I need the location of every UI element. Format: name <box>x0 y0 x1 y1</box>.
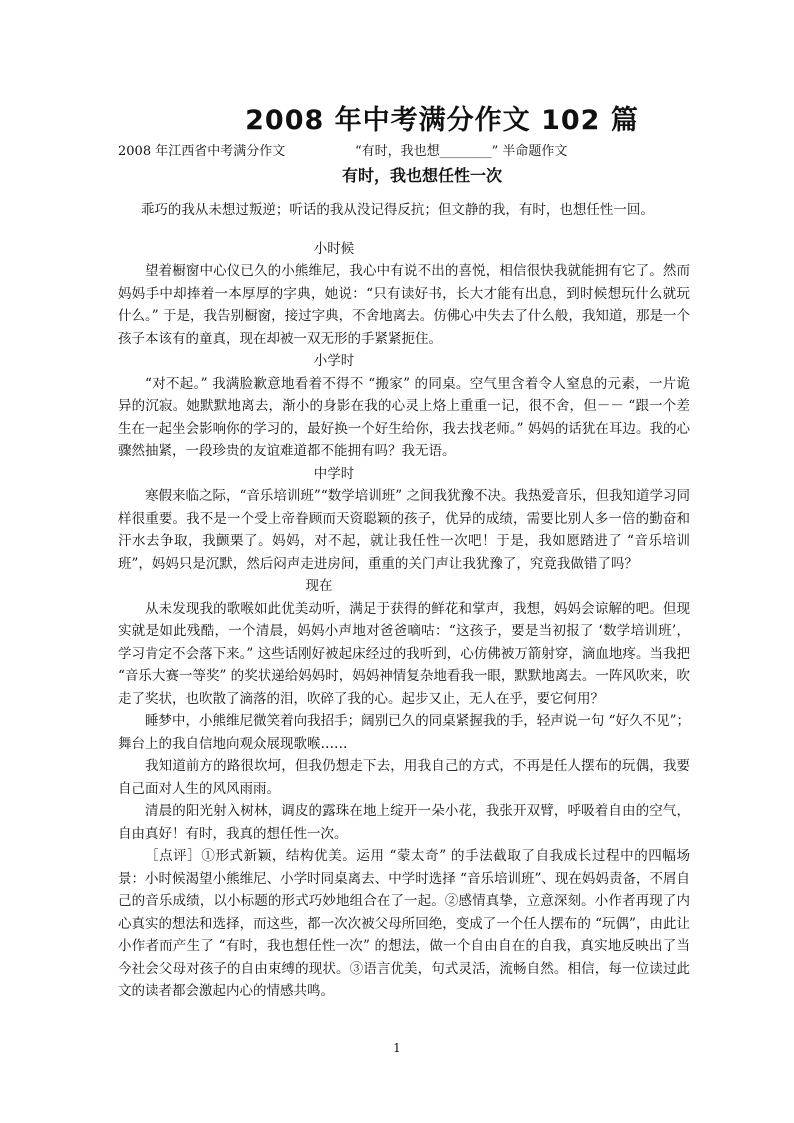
paragraph-now-3: 我知道前方的路很坎坷，但我仍想走下去，用我自己的方式，不再是任人摆布的玩偶，我要自己面对人生的风风雨雨。 <box>118 758 690 797</box>
section-heading-middle-school: 中学时 <box>313 465 355 482</box>
document-title: 2008 年中考满分作文 102 篇 <box>245 105 639 136</box>
essay-intro: 乖巧的我从未想过叛逆；听话的我从没记得反抗；但文静的我，有时，也想任性一回。 <box>140 202 654 218</box>
section-heading-childhood: 小时候 <box>313 240 355 257</box>
paragraph-now-4: 清晨的阳光射入树林，调皮的露珠在地上绽开一朵小花，我张开双臂，呼吸着自由的空气，自由真好！有时，我真的想任性一次。 <box>118 803 690 842</box>
section-heading-primary-school: 小学时 <box>313 353 355 369</box>
paragraph-now-1: 从未发现我的歌喉如此优美动听，满足于获得的鲜花和掌声，我想，妈妈会谅解的吧。但现实就是如此残酷，一个清晨，妈妈小声地对爸爸嘀咕：“这孩子，要是当初报了 ‘数学培训班’，学习肯定不会落下来。” 这些话刚好被起床经过的我听到，心仿佛被万箭射穿，滴血地疼。当我把 “音乐大赛一等奖” 的奖状递给妈妈时，妈妈神情复杂地看我一眼，默默地离去。一阵风吹来，吹走了奖状，也吹散了滴落的泪，吹碎了我的心。起步又止，无人在乎，要它何用？ <box>118 600 690 707</box>
paragraph-middle-school: 寒假来临之际，“音乐培训班”“数学培训班” 之间我犹豫不决。我热爱音乐，但我知道学习同样很重要。我不是一个受上帝眷顾而天资聪颖的孩子，优异的成绩，需要比别人多一倍的勤奋和汗水去争取，我颤栗了。妈妈，对不起，就让我任性一次吧！于是，我如愿踏进了 “音乐培训班”，妈妈只是沉默，然后闷声走进房间，重重的关门声让我犹豫了，究竟我做错了吗？ <box>118 488 690 572</box>
essay-prompt: “有时，我也想________” 半命题作文 <box>355 144 568 159</box>
essay-source: 2008 年江西省中考满分作文 <box>118 144 286 159</box>
paragraph-primary-school: “对不起。” 我满脸歉意地看着不得不 “搬家” 的同桌。空气里含着令人窒息的元素，一片诡异的沉寂。她默默地离去，渐小的身影在我的心灵上烙上重重一记，很不舍，但－－ “跟一个差生在一起坐会影响你的学习的，最好换一个好生给你，我去找老师。” 妈妈的话犹在耳边。我的心骤然抽紧，一段珍贵的友谊难道都不能拥有吗？我无语。 <box>118 375 690 459</box>
essay-body <box>118 199 690 1003</box>
essay-title: 有时，我也想任性一次 <box>341 166 502 185</box>
paragraph-childhood: 望着橱窗中心仪已久的小熊维尼，我心中有说不出的喜悦，相信很快我就能拥有它了。然而妈妈手中却捧着一本厚厚的字典，她说：“只有读好书，长大才能有出息，到时候想玩什么就玩什么。” 于是，我告别橱窗，接过字典，不舍地离去。仿佛心中失去了什么般，我知道，那是一个孩子本该有的童真，现在却被一双无形的手紧紧扼住。 <box>118 263 690 347</box>
editor-comment: ［点评］①形式新颖，结构优美。运用 “蒙太奇” 的手法截取了自我成长过程中的四幅场景：小时候渴望小熊维尼、小学时同桌离去、中学时选择 “音乐培训班”、现在妈妈责备，不屑自己的音乐成绩，以小标题的形式巧妙地组合在了一起。②感情真挚，立意深刻。小作者再现了内心真实的想法和选择，而这些，都一次次被父母所回绝，变成了一个任人摆布的 “玩偶”，由此让小作者而产生了 “有时，我也想任性一次” 的想法，做一个自由自在的自我，真实地反映出了当今社会父母对孩子的自由束缚的现状。③语言优美，句式灵活，流畅自然。相信，每一位读过此文的读者都会激起内心的情感共鸣。 <box>118 848 690 999</box>
paragraph-now-2: 睡梦中，小熊维尼微笑着向我招手；阔别已久的同桌紧握我的手，轻声说一句 “好久不见”；舞台上的我自信地向观众展现歌喉…… <box>118 713 690 752</box>
page-number: 1 <box>393 1041 401 1055</box>
section-heading-now: 现在 <box>305 578 333 594</box>
